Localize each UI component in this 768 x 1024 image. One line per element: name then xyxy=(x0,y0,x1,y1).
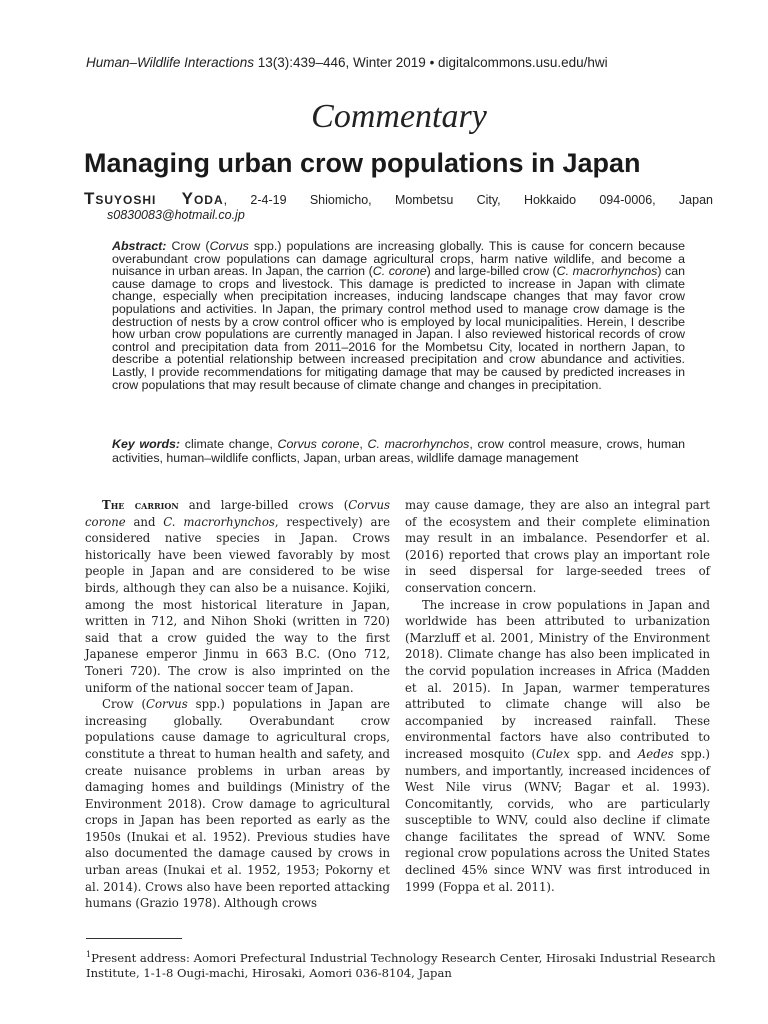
keywords-label: Key words: xyxy=(112,437,181,451)
taxon-name: Aedes xyxy=(637,746,674,761)
body-text: and xyxy=(125,514,164,529)
author-address: , 2-4-19 Shiomicho, Mombetsu City, Hokkaido 094-0006, Japan xyxy=(223,193,713,207)
keywords-taxon: C. macrorhynchos xyxy=(367,437,470,451)
body-text: Crow ( xyxy=(102,697,147,712)
footnote-mark: 1 xyxy=(86,950,92,959)
body-paragraph: may cause damage, they are also an integral part of the ecosystem and their complete elimination may result in an imbalance. Pesendorfer et al. (2016) reported that crows play an important role in seed dispersal for large-seeded trees of conservation concern. xyxy=(405,498,710,595)
body-text: , respectively) are considered native species in Japan. Crows historically have been viewed favorably by most people in Japan and are considered to be wise birds, although they can also be a nuisance. Kojiki, among the most historical literature in Japan, written in 712, and Nihon Shoki (written in 720) said that a crow guided the way to the first Japanese emperor Jinmu in 663 B.C. (Ono 712, Toneri 720). The crow is also imprinted on the uniform of the national soccer team of Japan. xyxy=(85,514,390,695)
body-column-left xyxy=(85,497,390,912)
body-text: spp.) populations in Japan are increasing globally. Overabundant crow populations cause damage to agricultural crops, constitute a threat to human health and safety, and create nuisance problems in urban areas by damaging homes and buildings (Ministry of the Environment 2018). Crow damage to agricultural crops in Japan has been reported as early as the 1950s (Inukai et al. 1952). Previous studies have also documented the damage caused by crows in urban areas (Inukai et al. 1952, 1953; Pokorny et al. 2014). Crows also have been reported attacking humans (Grazio 1978). Although crows xyxy=(85,697,390,911)
section-label: Commentary xyxy=(311,98,487,135)
taxon-name: Corvus corone xyxy=(85,498,390,529)
body-paragraph xyxy=(85,497,390,696)
taxon-name: Corvus xyxy=(146,697,188,712)
taxon-name: C. macrorhynchos xyxy=(163,514,275,529)
keywords xyxy=(112,438,685,465)
abstract-taxon: C. macrorhynchos xyxy=(556,264,658,279)
taxon-name: Culex xyxy=(536,746,570,761)
abstract-taxon: Corvus xyxy=(209,239,249,253)
body-text: spp. and xyxy=(569,746,638,761)
citation-info: 13(3):439–446, Winter 2019 • digitalcommons.usu.edu/hwi xyxy=(253,55,608,70)
body-text: spp.) numbers, and importantly, increased incidences of West Nile virus (WNV; Bagar et al. 1993). Concomitantly, corvids, who are particularly susceptible to WNV, could also decline if climate change facilitates the spread of WNV. Some regional crow populations across the United States declined 45% since WNV was first introduced in 1999 (Foppa et al. 2011). xyxy=(405,746,710,894)
abstract-text: ) can cause damage to crops and livestock. This damage is predicted to increase in Japan with climate change, especially when precipitation increases, inducing landscape changes that may favor crow populations and activities. In Japan, the primary control method used to manage crow damage is the destruction of nests by a crow control officer who is employed by local municipalities. Herein, I describe how urban crow populations are currently managed in Japan. I also reviewed historical records of crow control and precipitation data from 2011–2016 for the Mombetsu City, located in northern Japan, to describe a potential relationship between increased precipitation and crow abundance and activities. Lastly, I provide recommendations for mitigating damage that may be caused by predicted increases in crow populations that may result because of climate change and changes in precipitation. xyxy=(112,264,685,392)
abstract-text: spp.) populations are increasing globally. This is cause for concern because overabundant crow populations can damage agricultural crops, harm native wildlife, and become a nuisance in urban areas. In Japan, the carrion ( xyxy=(112,239,685,279)
footnote-text: Present address: Aomori Prefectural Industrial Technology Research Center, Hirosaki Industrial Research Institute, 1-1-8 Ougi-machi, Hirosaki, Aomori 036-8104, Japan xyxy=(86,950,716,980)
keywords-text: climate change, xyxy=(180,437,278,451)
abstract-label: Abstract: xyxy=(112,239,167,253)
author-email: s0830083@hotmail.co.jp xyxy=(107,208,245,222)
body-paragraph xyxy=(85,696,390,912)
author-name: Tsuyoshi Yoda xyxy=(84,189,224,208)
abstract xyxy=(112,240,685,391)
abstract-taxon: C. corone xyxy=(372,264,427,279)
author-line xyxy=(84,191,713,208)
lead-in: The carrion xyxy=(102,498,179,512)
abstract-text: Crow ( xyxy=(166,239,210,253)
journal-header xyxy=(86,55,726,70)
journal-name: Human–Wildlife Interactions xyxy=(86,55,254,70)
abstract-text: ) and large-billed crow ( xyxy=(426,264,557,279)
footnote xyxy=(86,947,716,981)
keywords-taxon: Corvus corone xyxy=(277,437,360,451)
footnote-rule xyxy=(86,938,182,939)
body-column-right xyxy=(405,497,710,895)
keywords-text: , xyxy=(359,437,368,451)
body-text: The increase in crow populations in Japan and worldwide has been attributed to urbanization (Marzluff et al. 2001, Ministry of the Environment 2018). Climate change has also been implicated in the corvid population increases in Africa (Madden et al. 2015). In Japan, warmer temperatures attributed to climate change will also be accompanied by increased rainfall. These environmental factors have also contributed to increased mosquito ( xyxy=(405,597,710,761)
body-paragraph xyxy=(405,597,710,896)
body-text: and large-billed crows ( xyxy=(178,498,349,512)
keywords-text: , crow control measure, crows, human activities, human–wildlife conflicts, Japan, urban areas, wildlife damage management xyxy=(112,437,686,465)
article-title: Managing urban crow populations in Japan xyxy=(84,148,641,178)
